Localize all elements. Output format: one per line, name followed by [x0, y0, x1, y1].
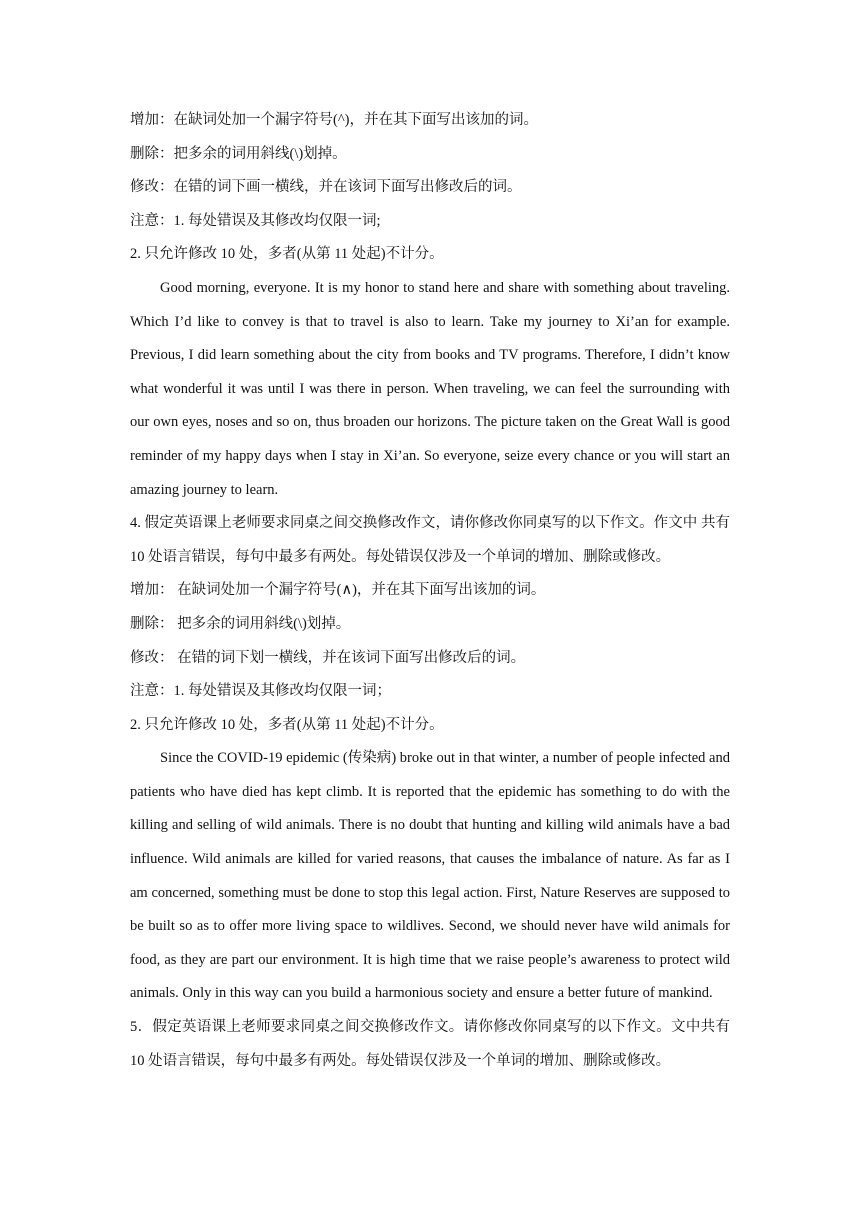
- s1-passage: Good morning, everyone. It is my honor to stand here and share with something about traveling. Which I’d like to convey is that to travel is also to learn. Take my journey to Xi’an for example. Previous, I did learn something about the city from books and TV programs. Therefore, I didn’t know what wonderful it was until I was there in person. When traveling, we can feel the surrounding with our own eyes, noses and so on, thus broaden our horizons. The picture taken on the Great Wall is good reminder of my happy days when I stay in Xi’an. So everyone, seize every chance or you will start an amazing journey to learn.: [130, 279, 730, 498]
- s1-note-1: 注意：1. 每处错误及其修改均仅限一词;: [130, 212, 381, 229]
- s1-note-2: 2. 只允许修改 10 处，多者(从第 11 处起)不计分。: [130, 246, 444, 263]
- s1-rule-add: 增加：在缺词处加一个漏字符号(^)，并在其下面写出该加的词。: [130, 112, 538, 128]
- s4-passage: Since the COVID-19 epidemic (传染病) broke out in that winter, a number of people infected and patients who have died has kept climb. It is reported that the epidemic has something to do with the killing and selling of wild animals. There is no doubt that hunting and killing wild animals have a bad influence. Wild animals are killed for varied reasons, that causes the imbalance of nature. As far as I am concerned, something must be done to stop this legal action. First, Nature Reserves are supposed to be built so as to offer more living space to wildlives. Second, we should never have wild animals for food, as they are part our environment. It is high time that we raise people’s awareness to protect wild animals. Only in this way can you build a harmonious society and ensure a better future of mankind.: [130, 750, 730, 1002]
- s4-rule-add: 增加： 在缺词处加一个漏字符号(∧)，并在其下面写出该加的词。: [130, 582, 546, 599]
- s4-rule-modify: 修改： 在错的词下划一横线，并在该词下面写出修改后的词。: [130, 649, 526, 666]
- document-page: [130, 104, 730, 1078]
- s1-rule-modify: 修改：在错的词下画一横线，并在该词下面写出修改后的词。: [130, 179, 522, 196]
- s4-note-1: 注意：1. 每处错误及其修改均仅限一词；: [130, 683, 391, 700]
- s4-intro: 4. 假定英语课上老师要求同桌之间交换修改作文，请你修改你同桌写的以下作文。作文中 共有 10 处语言错误，每句中最多有两处。每处错误仅涉及一个单词的增加、删除或修改。: [130, 515, 730, 565]
- s4-rule-delete: 删除： 把多余的词用斜线(\)划掉。: [130, 615, 351, 632]
- s4-note-2: 2. 只允许修改 10 处，多者(从第 11 处起)不计分。: [130, 716, 444, 733]
- s5-intro: 5．假定英语课上老师要求同桌之间交换修改作文。请你修改你同桌写的以下作文。文中共有 10 处语言错误，每句中最多有两处。每处错误仅涉及一个单词的增加、删除或修改。: [130, 1019, 730, 1069]
- s1-rule-delete: 删除：把多余的词用斜线(\)划掉。: [130, 145, 347, 162]
